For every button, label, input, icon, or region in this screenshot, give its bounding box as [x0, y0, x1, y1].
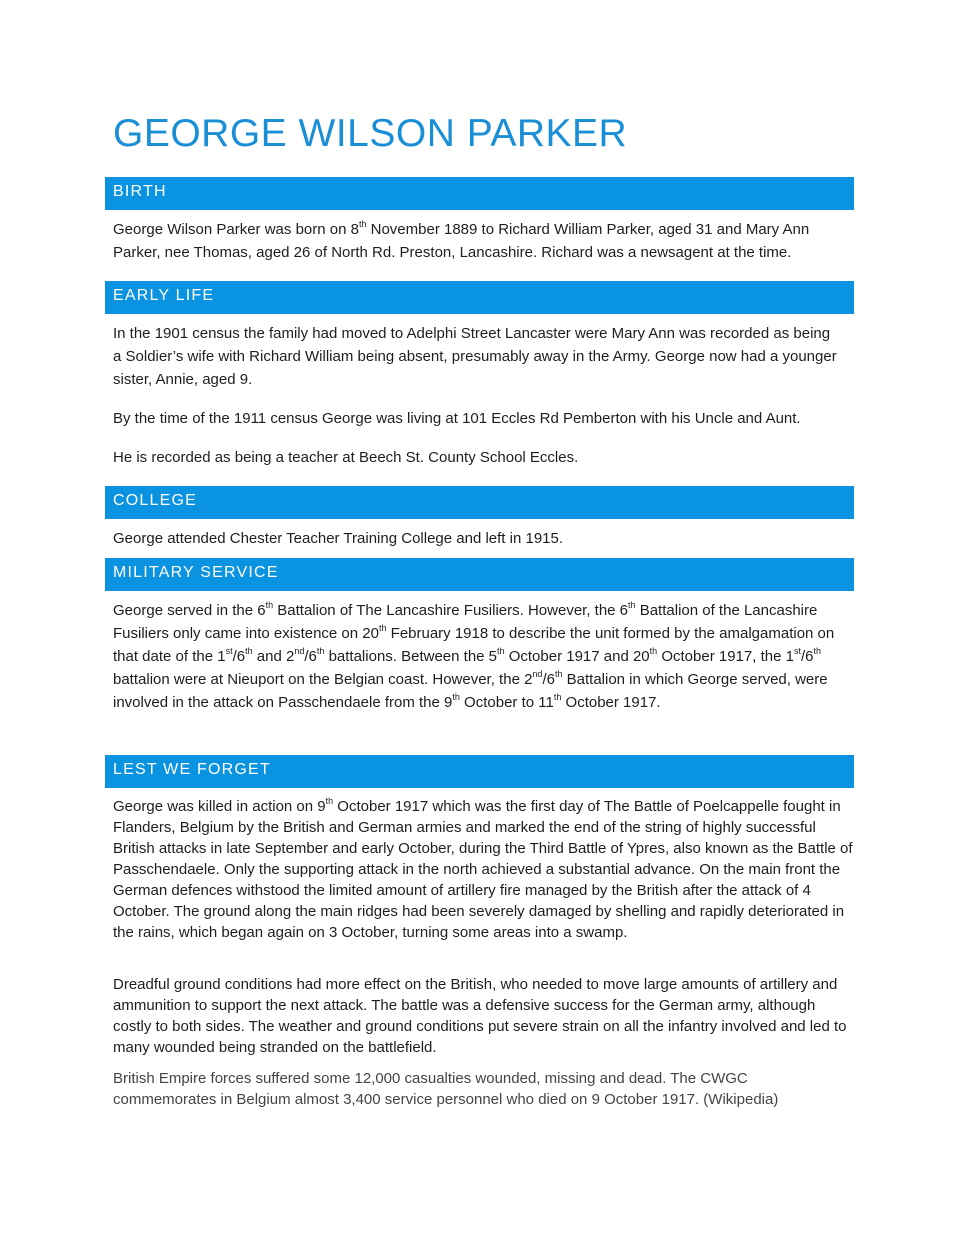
section-heading-early-life: EARLY LIFE [105, 281, 854, 314]
lest-we-forget-paragraph-2: Dreadful ground conditions had more effect on the British, who needed to move large amounts of artillery and ammunition to support the next attack. The battle was a defensive success for the German army, although costly to both sides. The weather and ground conditions put severe strain on all the infantry involved and led to many wounded being stranded on the battlefield. [113, 976, 847, 1056]
early-life-paragraph-1: In the 1901 census the family had moved to Adelphi Street Lancaster were Mary Ann was recorded as being a Soldier’s wife with Richard William being absent, presumably away in the Army. George now had a younger sister, Annie, aged 9. [113, 325, 837, 388]
military-service-paragraph: George served in the 6th Battalion of The Lancashire Fusiliers. However, the 6th Battalion of the Lancashire Fusiliers only came into existence on 20th February 1918 to describe the unit formed by the amalgamation on that date of the 1st/6th and 2nd/6th battalions. Between the 5th October 1917 and 20th October 1917, the 1st/6th battalion were at Nieuport on the Belgian coast. However, the 2nd/6th Battalion in which George served, were involved in the attack on Passchendaele from the 9th October to 11th October 1917. [113, 600, 835, 711]
section-heading-military-service: MILITARY SERVICE [105, 558, 854, 591]
lest-we-forget-paragraph-1: George was killed in action on 9th October 1917 which was the first day of The Battle of Poelcappelle fought in Flanders, Belgium by the British and German armies and marked the end of the string of highly successful British attacks in late September and early October, during the Third Battle of Ypres, also known as the Battle of Passchendaele. Only the supporting attack in the north achieved a substantial advance. On the main front the German defences withstood the limited amount of artillery fire managed by the British after the attack of 4 October. The ground along the main ridges had been severely damaged by shelling and rapidly deteriorated in the rains, which began again on 3 October, turning some areas into a swamp. [113, 796, 853, 941]
early-life-paragraph-3: He is recorded as being a teacher at Beech St. County School Eccles. [113, 449, 579, 466]
birth-paragraph: George Wilson Parker was born on 8th November 1889 to Richard William Parker, aged 31 and Mary Ann Parker, nee Thomas, aged 26 of North Rd. Preston, Lancashire. Richard was a newsagent at the time. [113, 219, 810, 261]
section-heading-birth: BIRTH [105, 177, 854, 210]
lest-we-forget-paragraph-3: British Empire forces suffered some 12,000 casualties wounded, missing and dead. The CWGC commemorates in Belgium almost 3,400 service personnel who died on 9 October 1917. (Wikipedia) [113, 1070, 779, 1108]
early-life-paragraph-2: By the time of the 1911 census George was living at 101 Eccles Rd Pemberton with his Uncle and Aunt. [113, 410, 801, 427]
section-heading-lest-we-forget: LEST WE FORGET [105, 755, 854, 788]
page-title: GEORGE WILSON PARKER [113, 112, 628, 155]
college-paragraph: George attended Chester Teacher Training College and left in 1915. [113, 530, 564, 547]
section-heading-college: COLLEGE [105, 486, 854, 519]
